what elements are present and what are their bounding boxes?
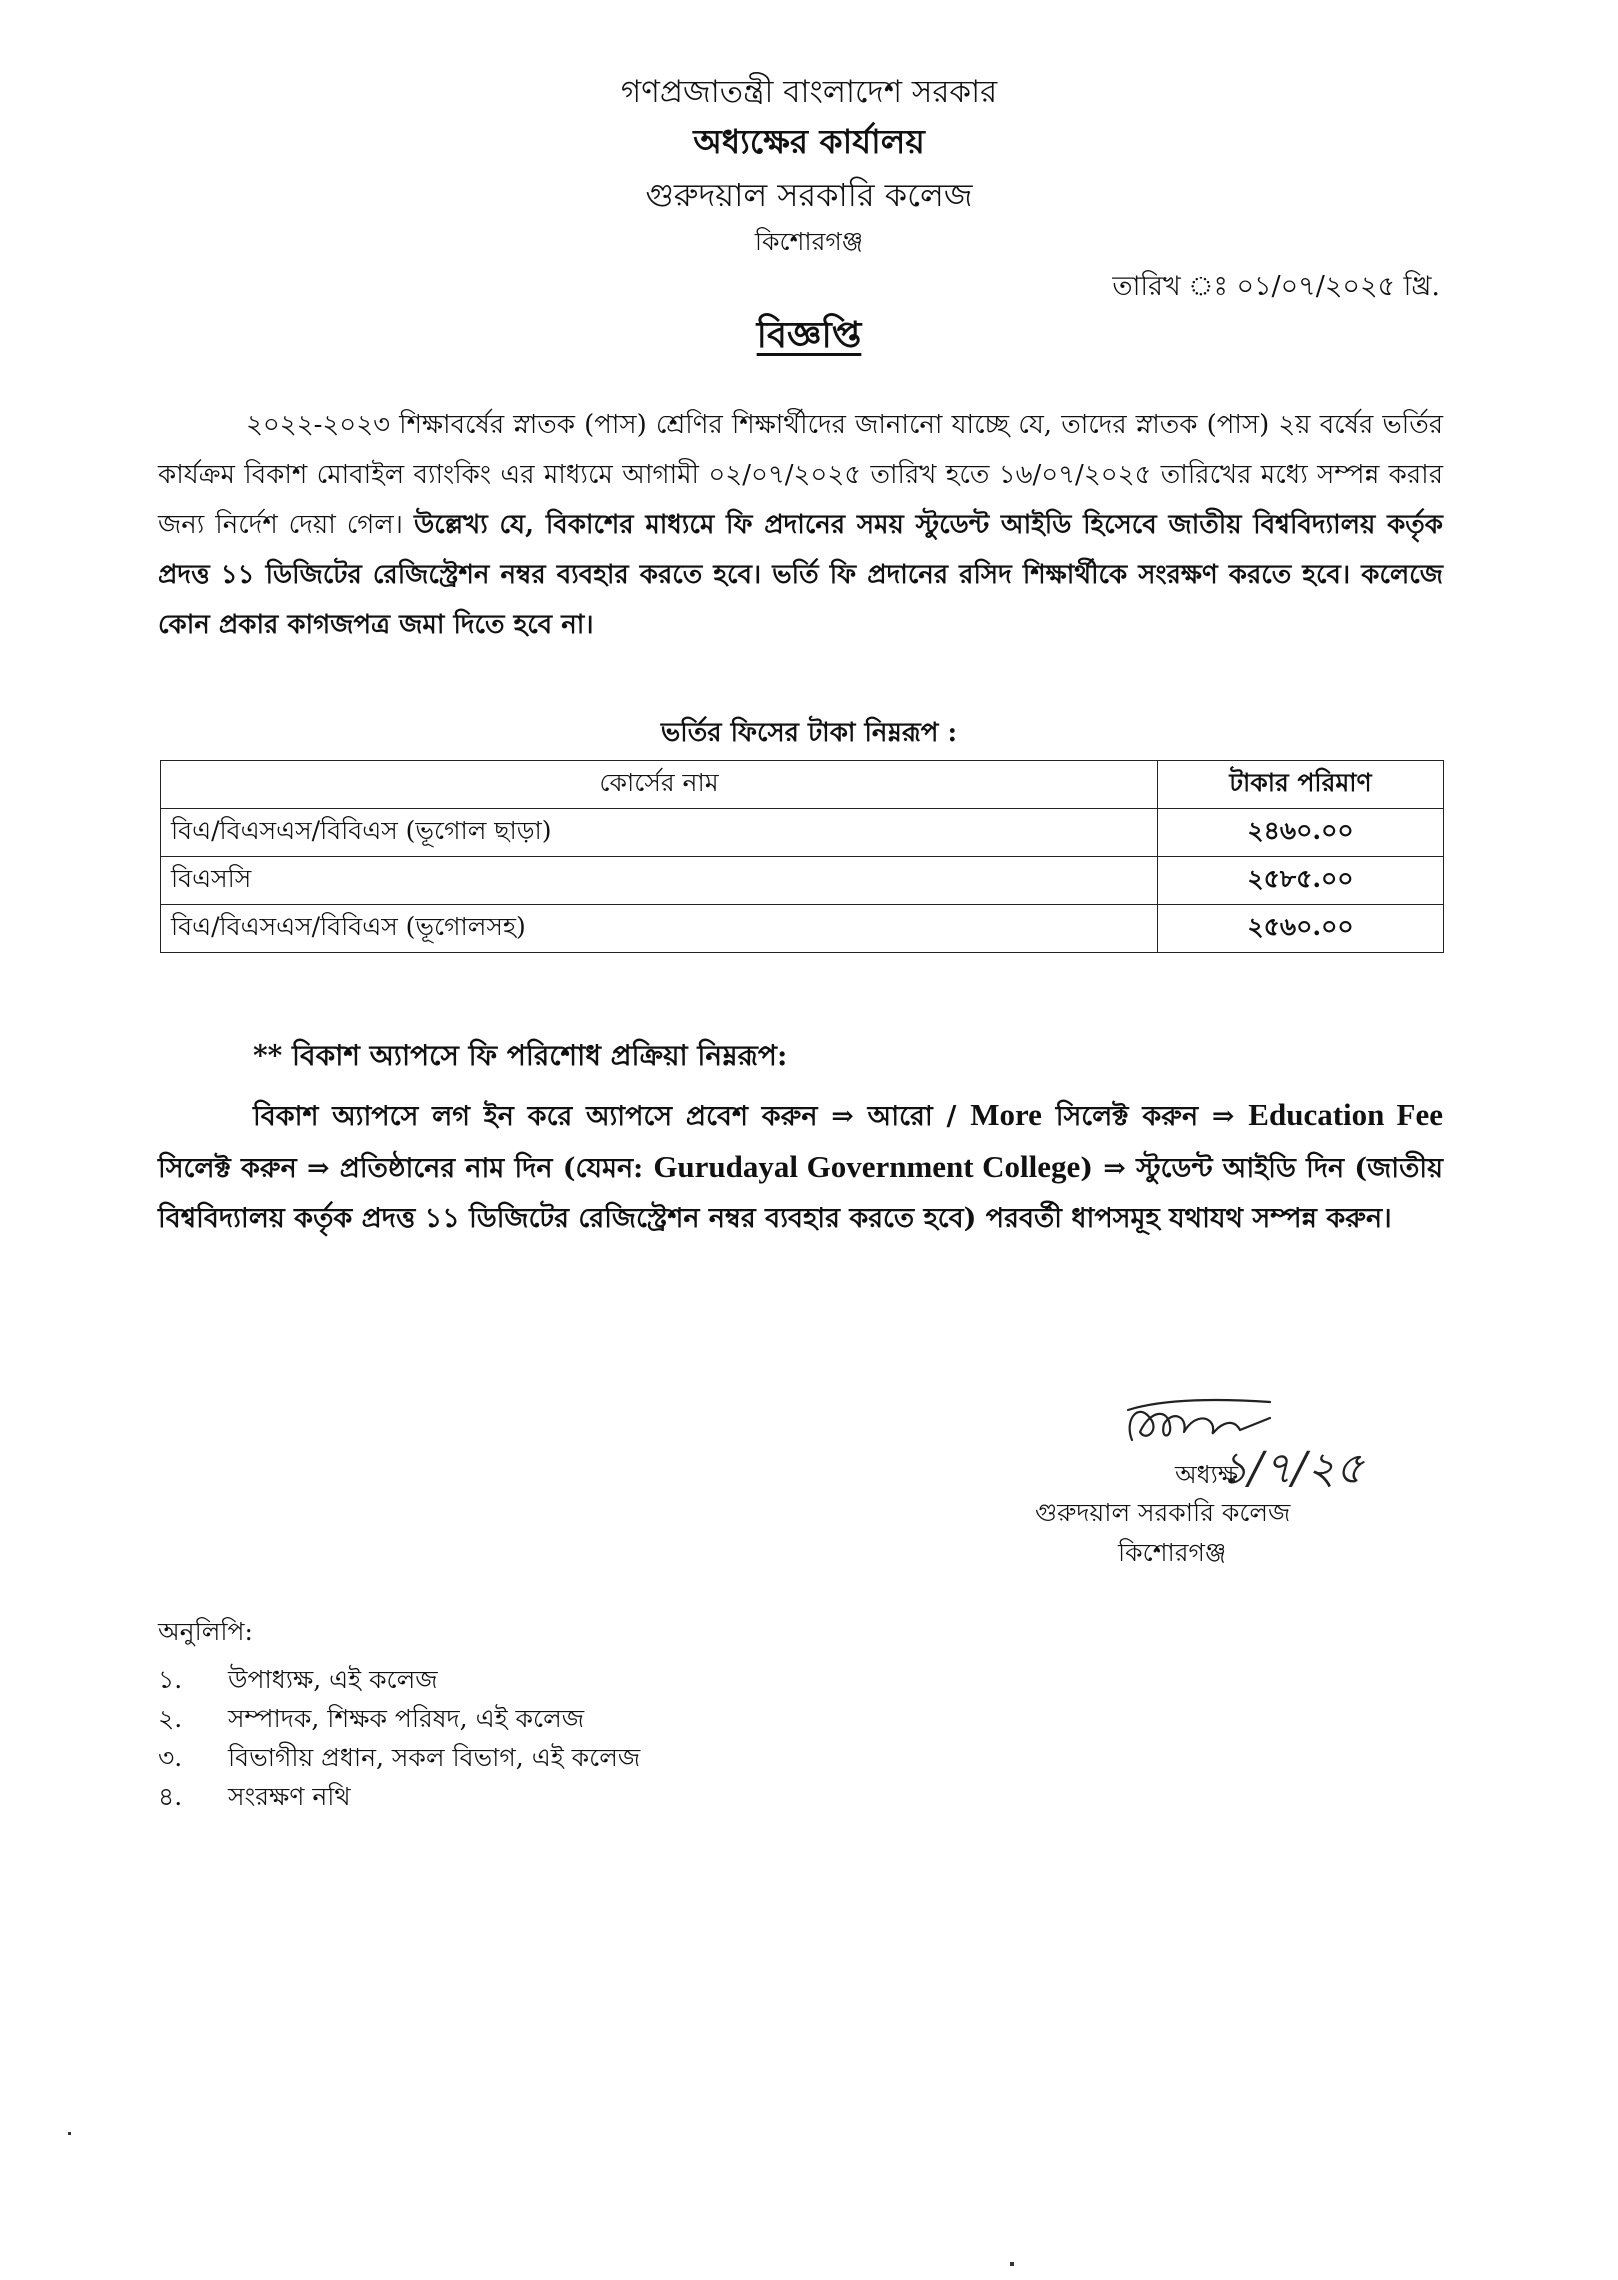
course-column-header: কোর্সের নাম [161, 761, 1158, 809]
amount-cell: ২৪৬০.০০ [1158, 809, 1444, 857]
notice-title-text: বিজ্ঞপ্তি [756, 314, 862, 356]
amount-column-header: টাকার পরিমাণ [1158, 761, 1444, 809]
handwritten-date: ১/৭/২৫ [1220, 1443, 1364, 1490]
notice-date: তারিখ ঃ ০১/০৭/২০২৫ খ্রি. [1112, 271, 1440, 302]
process-part-college-name: Gurudayal Government College [653, 1149, 1081, 1184]
district-name: কিশোরগঞ্জ [754, 227, 864, 256]
list-item-text: বিভাগীয় প্রধান, সকল বিভাগ, এই কলেজ [228, 1743, 641, 1772]
course-cell: বিএ/বিএসএস/বিবিএস (ভূগোলসহ) [161, 905, 1158, 953]
signatory-title: অধ্যক্ষ [1175, 1460, 1239, 1489]
fee-table-caption: ভর্তির ফিসের টাকা নিম্নরূপ : [660, 718, 958, 748]
notice-body-normal: ২০২২-২০২৩ শিক্ষাবর্ষের স্নাতক (পাস) শ্রেণির শিক্ষার্থীদের জানানো যাচ্ছে যে, তাদের স্নাতক (পাস) ২য় বর্ষের ভর্তির কার্যক্রম বিকাশ মোবাইল ব্যাংকিং এর মাধ্যমে আগামী ০২/০৭/২০২৫ তারিখ হতে ১৬/০৭/২০২৫ তারিখের মধ্যে সম্পন্ন করার জন্য নির্দেশ দেয়া গেল। [158, 410, 1443, 540]
handwritten-signature [1120, 1380, 1380, 1490]
list-item [158, 1699, 640, 1738]
list-item-number: ২. [158, 1704, 183, 1733]
process-part-education-fee: Education Fee [1248, 1097, 1443, 1132]
process-part-7: ) ⇒ স্টুডেন্ট আইডি দিন (জাতীয় বিশ্ববিদ্যালয় কর্তৃক প্রদত্ত ১১ ডিজিটের রেজিস্ট্রেশন নম্বর ব্যবহার করতে হবে) পরবর্তী ধাপসমূহ যথাযথ সম্পন্ন করুন। [158, 1153, 1443, 1234]
college-name: গুরুদয়াল সরকারি কলেজ [645, 176, 973, 214]
list-item-number: ১. [158, 1665, 183, 1694]
copies-title: অনুলিপি: [158, 1617, 253, 1646]
list-item-text: সম্পাদক, শিক্ষক পরিষদ, এই কলেজ [228, 1704, 585, 1733]
notice-body [158, 400, 1443, 650]
signatory-district: কিশোরগঞ্জ [1118, 1538, 1227, 1567]
course-cell: বিএসসি [161, 857, 1158, 905]
table-row [161, 857, 1444, 905]
payment-process-title: ** বিকাশ অ্যাপসে ফি পরিশোধ প্রক্রিয়া নিম্নরূপ: [253, 1039, 788, 1072]
list-item-text: সংরক্ষণ নথি [228, 1782, 351, 1811]
process-part-5: সিলেক্ট করুন ⇒ প্রতিষ্ঠানের নাম দিন (যেমন: [158, 1153, 644, 1184]
table-row [161, 809, 1444, 857]
copies-list [158, 1660, 640, 1816]
scan-speck [1010, 2262, 1014, 2266]
process-part-3: সিলেক্ট করুন ⇒ [1055, 1101, 1235, 1132]
signatory-college: গুরুদয়াল সরকারি কলেজ [1035, 1498, 1291, 1527]
scan-speck [68, 2132, 71, 2135]
list-item [158, 1738, 640, 1777]
amount-cell: ২৫৮৫.০০ [1158, 857, 1444, 905]
government-title: গণপ্রজাতন্ত্রী বাংলাদেশ সরকার [620, 74, 998, 110]
list-item-text: উপাধ্যক্ষ, এই কলেজ [228, 1665, 438, 1694]
notice-title [0, 308, 1618, 368]
list-item-number: ৪. [158, 1782, 183, 1811]
notice-body-bold: উল্লেখ্য যে, বিকাশের মাধ্যমে ফি প্রদানের সময় স্টুডেন্ট আইডি হিসেবে জাতীয় বিশ্ববিদ্যালয় কর্তৃক প্রদত্ত ১১ ডিজিটের রেজিস্ট্রেশন নম্বর ব্যবহার করতে হবে। ভর্তি ফি প্রদানের রসিদ শিক্ষার্থীকে সংরক্ষণ করতে হবে। কলেজে কোন প্রকার কাগজপত্র জমা দিতে হবে না। [158, 510, 1443, 640]
process-part-more: More [970, 1097, 1042, 1132]
fee-table-header-row [161, 761, 1444, 809]
payment-process-steps [158, 1090, 1443, 1244]
amount-cell: ২৫৬০.০০ [1158, 905, 1444, 953]
table-row [161, 905, 1444, 953]
list-item-number: ৩. [158, 1743, 183, 1772]
list-item [158, 1660, 640, 1699]
course-cell: বিএ/বিএসএস/বিবিএস (ভূগোল ছাড়া) [161, 809, 1158, 857]
list-item [158, 1777, 640, 1816]
office-title: অধ্যক্ষের কার্যালয় [693, 122, 925, 161]
process-part-1: বিকাশ অ্যাপসে লগ ইন করে অ্যাপসে প্রবেশ করুন ⇒ আরো / [253, 1101, 957, 1132]
fee-table [160, 760, 1444, 953]
